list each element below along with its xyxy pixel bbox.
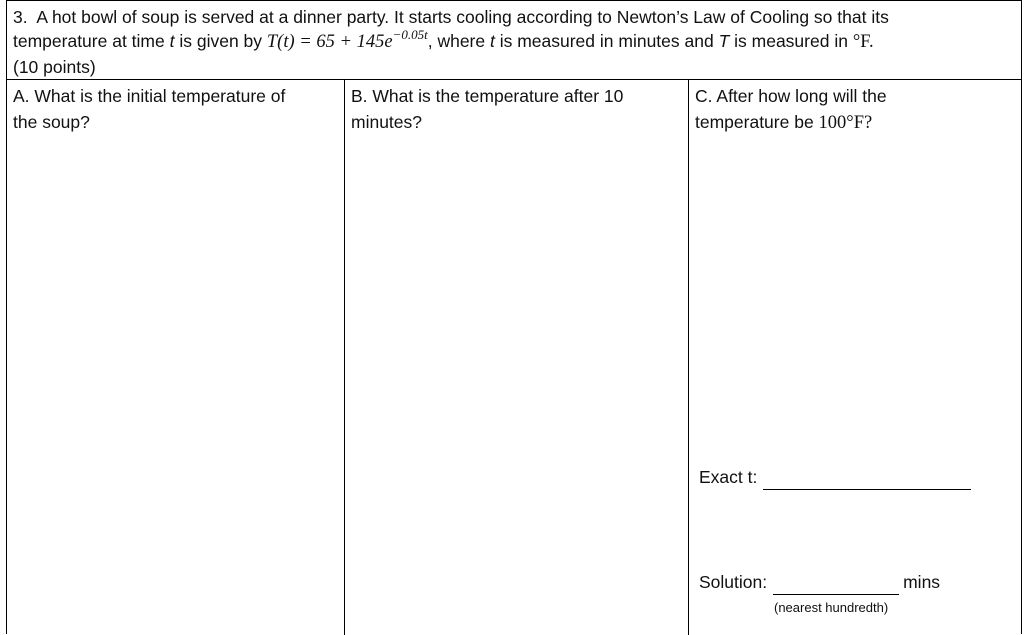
question-sheet (6, 0, 1022, 634)
part-c-question-line1: C. After how long will the (695, 86, 887, 106)
problem-text-2e: is measured in (729, 31, 853, 51)
problem-line-1 (13, 5, 1015, 29)
solution-row (699, 569, 940, 595)
formula-exponent: −0.05t (392, 27, 428, 42)
unit-fahrenheit: °F. (852, 32, 874, 52)
exact-t-row (699, 464, 971, 490)
part-a-question-line1: A. What is the initial temperature of (13, 86, 286, 106)
part-b-question-line1: B. What is the temperature after 10 (351, 86, 624, 106)
answer-columns (7, 80, 1021, 635)
part-c-question-text: temperature be (695, 112, 819, 132)
part-b-box[interactable] (345, 80, 689, 635)
part-b-question-line2: minutes? (351, 112, 423, 132)
points-label: (10 points) (13, 57, 96, 77)
part-c-box[interactable] (689, 80, 1023, 635)
part-c-question-math: 100°F? (818, 113, 873, 133)
variable-T: T (718, 31, 730, 51)
problem-statement (7, 1, 1021, 80)
rounding-note: (nearest hundredth) (774, 600, 889, 615)
problem-number: 3. (13, 7, 28, 27)
part-a-question-line2: the soup? (13, 112, 90, 132)
solution-blank[interactable] (773, 574, 899, 595)
solution-label: Solution: (699, 572, 768, 592)
formula: T(t) = 65 + 145e (266, 32, 393, 52)
exact-t-blank[interactable] (763, 469, 971, 490)
problem-text-2c: , where (427, 31, 490, 51)
part-a-box[interactable] (7, 80, 345, 635)
part-c-question-line2 (695, 109, 1017, 136)
solution-unit: mins (903, 572, 941, 592)
variable-t: t (169, 31, 175, 51)
problem-text-2a: temperature at time (13, 31, 170, 51)
exact-t-label: Exact t: (699, 467, 758, 487)
problem-text-1: A hot bowl of soup is served at a dinner party. It starts cooling according to Newton’s Law of Cooling so that its (36, 7, 889, 27)
problem-line-2 (13, 29, 1015, 55)
problem-text-2d: is measured in minutes and (494, 31, 719, 51)
problem-text-2b: is given by (174, 31, 267, 51)
variable-t-2: t (489, 31, 495, 51)
